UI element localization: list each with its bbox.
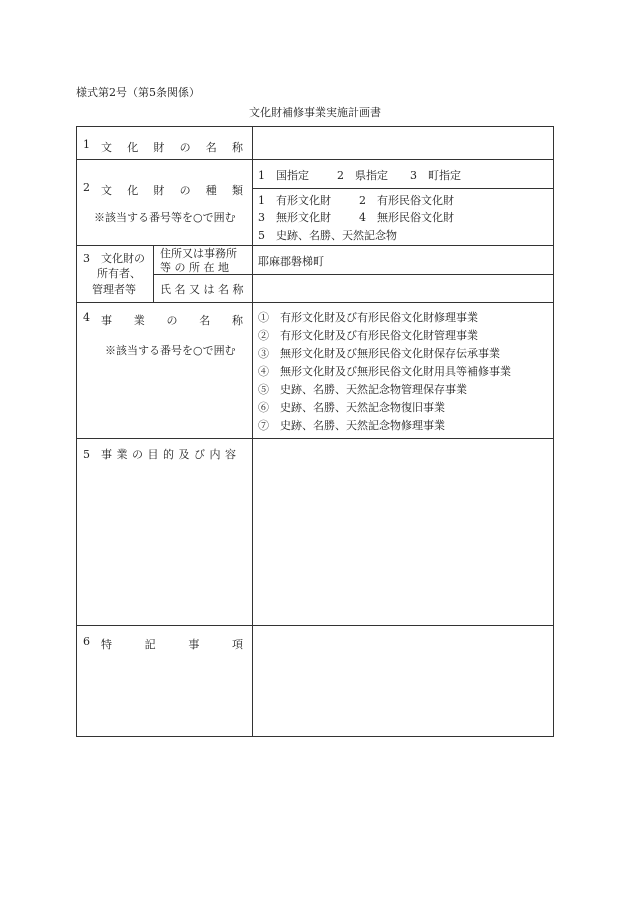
project-item-5[interactable]: ⑤ 史跡、名勝、天然記念物管理保存事業 (258, 383, 467, 396)
row4-note: ※該当する番号を○で囲む (105, 344, 236, 357)
row4-label: 事 業 の 名 称 (101, 314, 243, 327)
row6-number: 6 (83, 635, 90, 648)
row3-label-line3: 管理者等 (92, 283, 136, 296)
designation-national[interactable]: 1 国指定 (258, 169, 309, 182)
project-item-1[interactable]: ① 有形文化財及び有形民俗文化財修理事業 (258, 311, 478, 324)
project-item-4[interactable]: ④ 無形文化財及び無形民俗文化財用具等補修事業 (258, 365, 511, 378)
project-item-7[interactable]: ⑦ 史跡、名勝、天然記念物修理事業 (258, 419, 445, 432)
designation-town[interactable]: 3 町指定 (410, 169, 461, 182)
designation-prefecture[interactable]: 2 県指定 (337, 169, 388, 182)
type-tangible-folk[interactable]: 2 有形民俗文化財 (359, 194, 454, 207)
form-number-label: 様式第2号（第5条関係） (76, 86, 200, 99)
row2-number: 2 (83, 181, 90, 194)
row6-label: 特 記 事 項 (101, 638, 243, 651)
project-item-6[interactable]: ⑥ 史跡、名勝、天然記念物復旧事業 (258, 401, 445, 414)
row3-number: 3 (83, 252, 90, 265)
row1-number: 1 (83, 138, 90, 151)
project-item-3[interactable]: ③ 無形文化財及び無形民俗文化財保存伝承事業 (258, 347, 500, 360)
address-label-line1: 住所又は事務所 (160, 247, 237, 260)
row2-note: ※該当する番号等を○で囲む (94, 211, 236, 224)
row5-label: 事 業 の 目 的 及 び 内 容 (101, 448, 236, 461)
row5-number: 5 (83, 448, 90, 461)
type-intangible[interactable]: 3 無形文化財 (258, 211, 331, 224)
row2-label: 文 化 財 の 種 類 (101, 184, 243, 197)
type-intangible-folk[interactable]: 4 無形民俗文化財 (359, 211, 454, 224)
address-label-line2: 等 の 所 在 地 (160, 261, 229, 274)
address-field[interactable]: 耶麻郡磐梯町 (258, 255, 324, 268)
type-tangible[interactable]: 1 有形文化財 (258, 194, 331, 207)
document-title: 文化財補修事業実施計画書 (249, 106, 381, 119)
row3-label-line2: 所有者、 (97, 267, 141, 280)
row4-number: 4 (83, 311, 90, 324)
row3-label-line1: 文化財の (101, 252, 145, 265)
name-label: 氏 名 又 は 名 称 (160, 283, 244, 296)
project-item-2[interactable]: ② 有形文化財及び有形民俗文化財管理事業 (258, 329, 478, 342)
type-historic-site[interactable]: 5 史跡、名勝、天然記念物 (258, 229, 397, 242)
row1-label: 文 化 財 の 名 称 (101, 141, 243, 154)
